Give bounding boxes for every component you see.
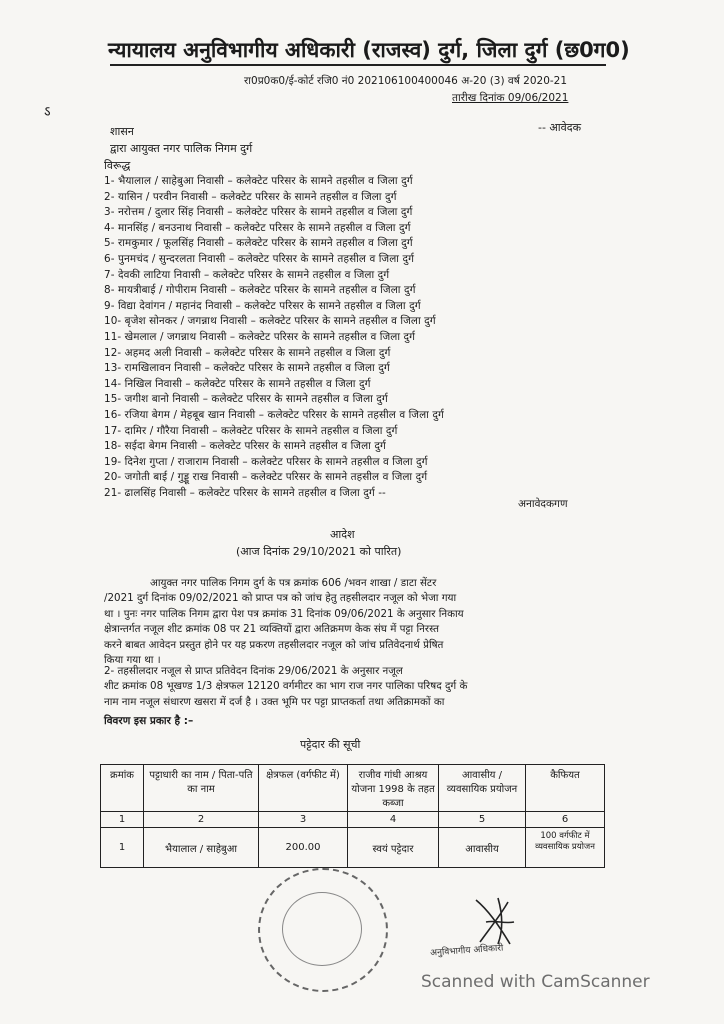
lessee-table [100, 764, 605, 868]
col-number: 3 [259, 812, 348, 828]
header-area: क्षेत्रफल (वर्गफीट में) [259, 765, 348, 812]
versus-label: विरूद्ध [104, 159, 131, 172]
respondent-item: 14- निखिल निवासी – कलेक्टेट परिसर के सामने तहसील व जिला दुर्ग [104, 377, 371, 390]
margin-mark: ऽ [44, 104, 51, 120]
lessee-list-title: पट्टेदार की सूची [300, 738, 361, 751]
order-line: 2- तहसीलदार नजूल से प्राप्त प्रतिवेदन दिनांक 29/06/2021 के अनुसार नजूल [104, 665, 403, 677]
respondents-role: अनावेदकगण [518, 498, 568, 510]
scanner-watermark: Scanned with CamScanner [421, 972, 650, 992]
respondent-item: 15- जगीश बानो निवासी – कलेक्टेट परिसर के सामने तहसील व जिला दुर्ग [104, 393, 388, 406]
case-number-line: रा0प्र0क0/ई-कोर्ट रजि0 नं0 202106100400046 अ-20 (3) वर्ष 2020-21 [244, 75, 568, 87]
respondent-item: 3- नरोत्तम / दुलार सिंह निवासी – कलेक्टेट परिसर के सामने तहसील व जिला दुर्ग [104, 206, 413, 219]
order-line: करने बाबत आवेदन प्रस्तुत होने पर यह प्रकरण तहसीलदार नजूल को जांच प्रतिवेदनार्थ प्रेषित [104, 638, 444, 651]
col-number: 6 [526, 812, 605, 828]
order-line: था । पुनः नगर पालिक निगम द्वारा पेश पत्र क्रमांक 31 दिनांक 09/06/2021 के अनुसार निकाय [104, 607, 464, 620]
table-number-row [101, 812, 605, 828]
title-underline [110, 64, 606, 66]
cell-remarks: 100 वर्गफीट में व्यवसायिक प्रयोजन [526, 828, 605, 868]
respondent-item: 17- दामिर / गौरैया निवासी – कलेक्टेट परिसर के सामने तहसील व जिला दुर्ग [104, 424, 398, 437]
cell-serial: 1 [101, 828, 144, 868]
hearing-date-text: तारीख दिनांक 09/06/2021 [452, 92, 569, 104]
applicant-role: -- आवेदक [538, 121, 582, 134]
respondent-item: 1- भैयालाल / साहेबुआ निवासी – कलेक्टेट परिसर के सामने तहसील व जिला दुर्ग [104, 175, 413, 187]
cell-purpose: आवासीय [439, 828, 526, 868]
respondent-item: 21- ढालसिंह निवासी – कलेक्टेट परिसर के सामने तहसील व जिला दुर्ग -- [104, 487, 386, 499]
order-line: आयुक्त नगर पालिक निगम दुर्ग के पत्र क्रमांक 606 /भवन शाखा / डाटा सेंटर [150, 577, 437, 589]
applicant-through: द्वारा आयुक्त नगर पालिक निगम दुर्ग [110, 142, 253, 155]
order-line: क्षेत्रान्तर्गत नजूल शीट क्रमांक 08 पर 21 व्यक्तियों द्वारा अतिक्रमण केक संघ में पट्टा निरस्त [104, 623, 439, 636]
order-line: नाम नाम नजूल संधारण खसरा में दर्ज है । उक्त भूमि पर पट्टा प्राप्तकर्ता तथा अतिक्रामकों का [104, 695, 445, 708]
col-number: 1 [101, 812, 144, 828]
order-heading: आदेश [330, 528, 355, 541]
applicant-label: शासन [110, 125, 134, 138]
table-header-row [101, 765, 605, 812]
signature-designation: अनुविभागीय अधिकारी [429, 943, 504, 959]
respondent-item: 4- मानसिंह / बनउनाथ निवासी – कलेक्टेट परिसर के सामने तहसील व जिला दुर्ग [104, 221, 411, 234]
respondent-item: 5- रामकुमार / फूलसिंह निवासी – कलेक्टेट परिसर के सामने तहसील व जिला दुर्ग [104, 237, 413, 250]
cell-scheme: स्वयं पट्टेदार [348, 828, 439, 868]
respondent-item: 13- रामखिलावन निवासी – कलेक्टेट परिसर के सामने तहसील व जिला दुर्ग [104, 362, 390, 375]
cell-name: भैयालाल / साहेबुआ [144, 828, 259, 868]
cell-area: 200.00 [259, 828, 348, 868]
header-serial: क्रमांक [101, 765, 144, 812]
order-date: (आज दिनांक 29/10/2021 को पारित) [236, 545, 402, 558]
respondent-item: 6- पुनमचंद / सुन्दरलता निवासी – कलेक्टेट परिसर के सामने तहसील व जिला दुर्ग [104, 253, 415, 265]
respondent-item: 18- सईदा बेगम निवासी – कलेक्टेट परिसर के सामने तहसील व जिला दुर्ग [104, 440, 386, 453]
respondent-item: 12- अहमद अली निवासी – कलेक्टेट परिसर के सामने तहसील व जिला दुर्ग [104, 346, 391, 359]
respondent-item: 11- खेमलाल / जगन्नाथ निवासी – कलेक्टेट परिसर के सामने तहसील व जिला दुर्ग [104, 331, 416, 343]
header-purpose: आवासीय / व्यवसायिक प्रयोजन [439, 765, 526, 812]
respondent-item: 8- मायत्रीबाई / गोपीराम निवासी – कलेक्टेट परिसर के सामने तहसील व जिला दुर्ग [104, 284, 416, 297]
respondent-item: 16- रजिया बेगम / मेहबूब खान निवासी – कलेक्टेट परिसर के सामने तहसील व जिला दुर्ग [104, 409, 444, 421]
court-title: न्यायालय अनुविभागीय अधिकारी (राजस्व) दुर्ग, जिला दुर्ग (छ0ग0) [108, 38, 630, 62]
respondent-item: 7- देवकी लाटिया निवासी – कलेक्टेट परिसर के सामने तहसील व जिला दुर्ग [104, 268, 390, 281]
respondent-item: 9- विद्या देवांगन / महानंद निवासी – कलेक्टेट परिसर के सामने तहसील व जिला दुर्ग [104, 299, 421, 312]
respondent-item: 10- बृजेश सोनकर / जगन्नाथ निवासी – कलेक्टेट परिसर के सामने तहसील व जिला दुर्ग [104, 315, 436, 328]
order-line: /2021 दुर्ग दिनांक 09/02/2021 को प्राप्त पत्र को जांच हेतु तहसीलदार नजूल को भेजा गया [104, 592, 457, 605]
col-number: 2 [144, 812, 259, 828]
header-remarks: कैफियत [526, 765, 605, 812]
seal-inner-ring [282, 892, 362, 966]
details-intro: विवरण इस प्रकार है :– [104, 715, 194, 727]
order-line: किया गया था । [104, 654, 161, 666]
col-number: 4 [348, 812, 439, 828]
col-number: 5 [439, 812, 526, 828]
header-name: पट्टाधारी का नाम / पिता-पति का नाम [144, 765, 259, 812]
table-row [101, 828, 605, 868]
hearing-date-line [452, 91, 568, 105]
respondent-item: 20- जगोती बाई / गुड्डू राख निवासी – कलेक्टेट परिसर के सामने तहसील व जिला दुर्ग [104, 471, 428, 484]
respondent-item: 2- यासिन / परवीन निवासी – कलेक्टेट परिसर के सामने तहसील व जिला दुर्ग [104, 190, 397, 203]
respondent-item: 19- दिनेश गुप्ता / राजाराम निवासी – कलेक्टेट परिसर के सामने तहसील व जिला दुर्ग [104, 455, 428, 468]
header-scheme: राजीव गांधी आश्रय योजना 1998 के तहत कब्जा [348, 765, 439, 812]
order-line: शीट क्रमांक 08 भूखण्ड 1/3 क्षेत्रफल 12120 वर्गमीटर का भाग राज नगर पालिका परिषद दुर्ग के [104, 680, 468, 693]
